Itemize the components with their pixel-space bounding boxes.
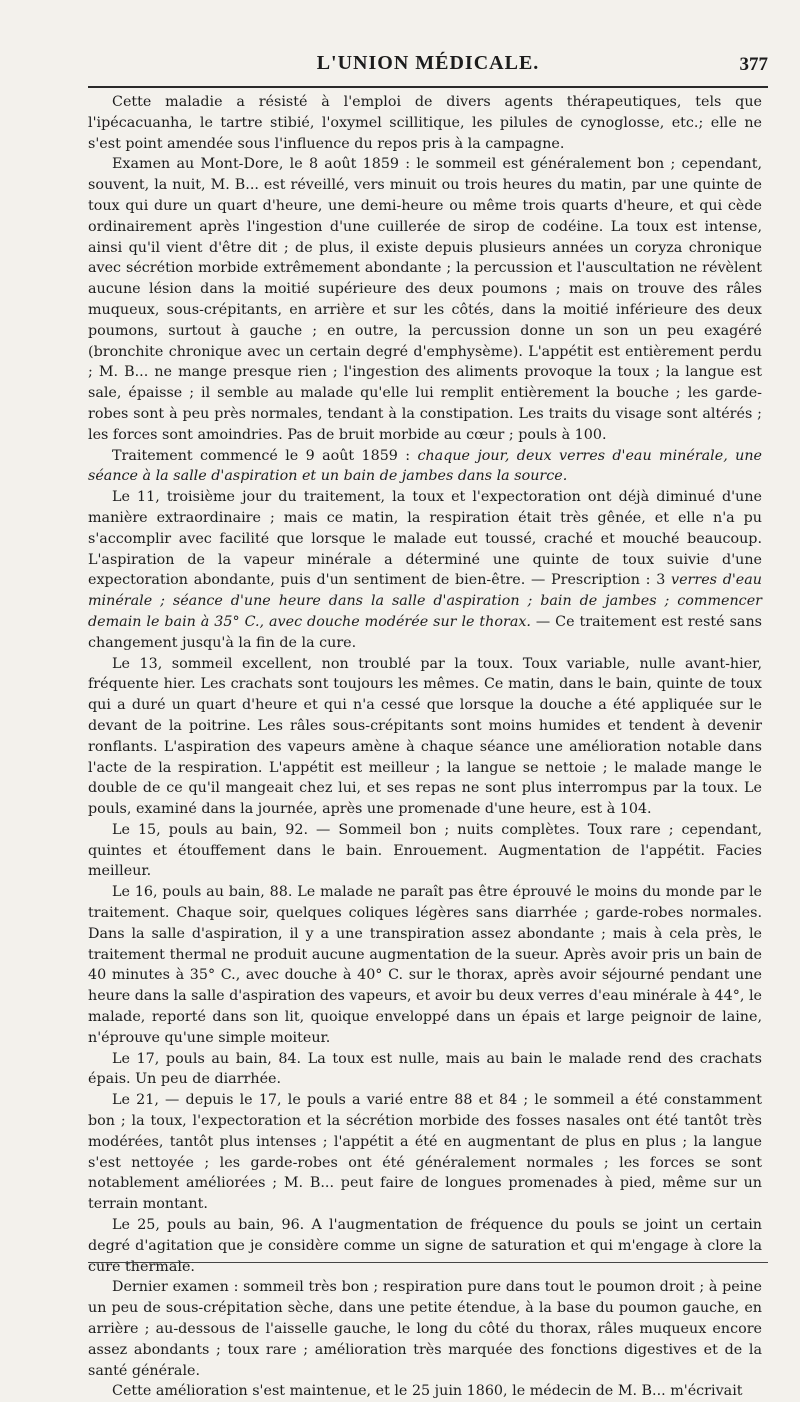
article-body xyxy=(88,92,762,1402)
running-head: L'UNION MÉDICALE. xyxy=(316,52,540,74)
page-header xyxy=(88,52,768,82)
paragraph: Examen au Mont-Dore, le 8 août 1859 : le sommeil est généralement bon ; cependant, souvent, la nuit, M. B... est réveillé, vers minuit ou trois heures du matin, par une quinte de toux qui dure un quart d'heure, une demi-heure ou même trois quarts d'heure, et qui cède ordinairement après l'ingestion d'une cuillerée de sirop de codéine. La toux est intense, ainsi qu'il vient d'être dit ; de plus, il existe depuis plusieurs années un coryza chronique avec sécrétion morbide extrêmement abondante ; la percussion et l'auscultation ne révèlent aucune lésion dans la moitié supérieure des deux poumons ; mais on trouve des râles muqueux, sous-crépitants, en arrière et sur les côtés, dans la moitié inférieure des deux poumons, surtout à gauche ; en outre, la percussion donne un son un peu exagéré (bronchite chronique avec un certain degré d'emphysème). L'appétit est entièrement perdu ; M. B... ne mange presque rien ; l'ingestion des aliments provoque la toux ; la langue est sale, épaisse ; il semble au malade qu'elle lui remplit entièrement la bouche ; les garde-robes sont à peu près normales, tendant à la constipation. Les traits du visage sont altérés ; les forces sont amoindries. Pas de bruit morbide au cœur ; pouls à 100. xyxy=(88,156,762,443)
paragraph: Dernier examen : sommeil très bon ; respiration pure dans tout le poumon droit ; à peine un peu de sous-crépitation sèche, dans une petite étendue, à la base du poumon gauche, en arrière ; au-dessous de l'aisselle gauche, le long du côté du thorax, râles muqueux encore assez abondants ; toux rare ; amélioration très marquée des fonctions digestives et de la santé générale. xyxy=(88,1279,762,1379)
paragraph: Cette maladie a résisté à l'emploi de divers agents thérapeutiques, tels que l'ipécacuanha, le tartre stibié, l'oxymel scillitique, les pilules de cynoglosse, etc.; elle ne s'est point amendée sous l'influence du repos pris à la campagne. xyxy=(88,94,762,152)
paragraph: Le 21, — depuis le 17, le pouls a varié entre 88 et 84 ; le sommeil a été constamment bon ; la toux, l'expectoration et la sécrétion morbide des fosses nasales ont été tantôt très modérées, tantôt plus intenses ; l'appétit a été en augmentant de plus en plus ; la langue s'est nettoyée ; les garde-robes ont été généralement normales ; les forces se sont notablement améliorées ; M. B... peut faire de longues promenades à pied, même sur un terrain montant. xyxy=(88,1092,762,1213)
italic-prescription: chaque jour, deux verres d'eau minérale, une séance à la salle d'aspiration et un bain de jambes dans la source. xyxy=(88,447,762,485)
paragraph: Cette amélioration s'est maintenue, et le 25 juin 1860, le médecin de M. B... m'écrivait xyxy=(112,1383,743,1400)
italic-prescription: verres d'eau minérale ; séance d'une heure dans la salle d'aspiration ; bain de jambes ; commencer demain le bain à 35° C., avec douche modérée sur le thorax. xyxy=(88,572,762,630)
paragraph: Le 15, pouls au bain, 92. — Sommeil bon ; nuits complètes. Toux rare ; cependant, quintes et étouffement dans le bain. Enrouement. Augmentation de l'appétit. Facies meilleur. xyxy=(88,821,762,880)
header-rule xyxy=(88,86,768,88)
paragraph: Traitement commencé le 9 août 1859 : chaque jour, deux verres d'eau minérale, une séance à la salle d'aspiration et un bain de jambes dans la source. xyxy=(88,447,762,485)
page-number: 377 xyxy=(739,54,768,75)
paragraph: Le 25, pouls au bain, 96. A l'augmentation de fréquence du pouls se joint un certain degré d'agitation que je considère comme un signe de saturation et qui m'engage à clore la cure thermale. xyxy=(88,1217,762,1275)
paragraph: Le 11, troisième jour du traitement, la toux et l'expectoration ont déjà diminué d'une manière extraordinaire ; mais ce matin, la respiration était très gênée, et elle n'a pu s'accomplir avec facilité que lorsque le malade eut toussé, craché et mouché beaucoup. L'aspiration de la vapeur minérale a déterminé une quinte de toux suivie d'une expectoration abondante, puis d'un sentiment de bien-être. — Prescription : 3 verres d'eau minérale ; séance d'une heure dans la salle d'aspiration ; bain de jambes ; commencer demain le bain à 35° C., avec douche modérée sur le thorax. — Ce traitement est resté sans changement jusqu'à la fin de la cure. xyxy=(88,489,762,651)
paragraph: Le 16, pouls au bain, 88. Le malade ne paraît pas être éprouvé le moins du monde par le traitement. Chaque soir, quelques coliques légères sans diarrhée ; garde-robes normales. Dans la salle d'aspiration, il y a une transpiration assez abondante ; mais à cela près, le traitement thermal ne produit aucune augmentation de la sueur. Après avoir pris un bain de 40 minutes à 35° C., avec douche à 40° C. sur le thorax, après avoir séjourné pendant une heure dans la salle d'aspiration des vapeurs, et avoir bu deux verres d'eau minérale à 44°, le malade, reporté dans son lit, quoique enveloppé dans un épais et large peignoir de laine, n'éprouve qu'une simple moiteur. xyxy=(88,884,762,1046)
paragraph: Le 13, sommeil excellent, non troublé par la toux. Toux variable, nulle avant-hier, fréquente hier. Les crachats sont toujours les mêmes. Ce matin, dans le bain, quinte de toux qui a duré un quart d'heure et qui n'a cessé que lorsque la douche a été appliquée sur le devant de la poitrine. Les râles sous-crépitants sont moins humides et tendent à devenir ronflants. L'aspiration des vapeurs amène à chaque séance une amélioration notable dans l'acte de la respiration. L'appétit est meilleur ; la langue se nettoie ; le malade mange le double de ce qu'il mangeait chez lui, et ses repas ne sont plus interrompus par la toux. Le pouls, examiné dans la journée, après une promenade d'une heure, est à 104. xyxy=(88,655,762,818)
paragraph: Le 17, pouls au bain, 84. La toux est nulle, mais au bain le malade rend des crachats épais. Un peu de diarrhée. xyxy=(88,1050,762,1088)
footer-rule xyxy=(88,1262,768,1263)
